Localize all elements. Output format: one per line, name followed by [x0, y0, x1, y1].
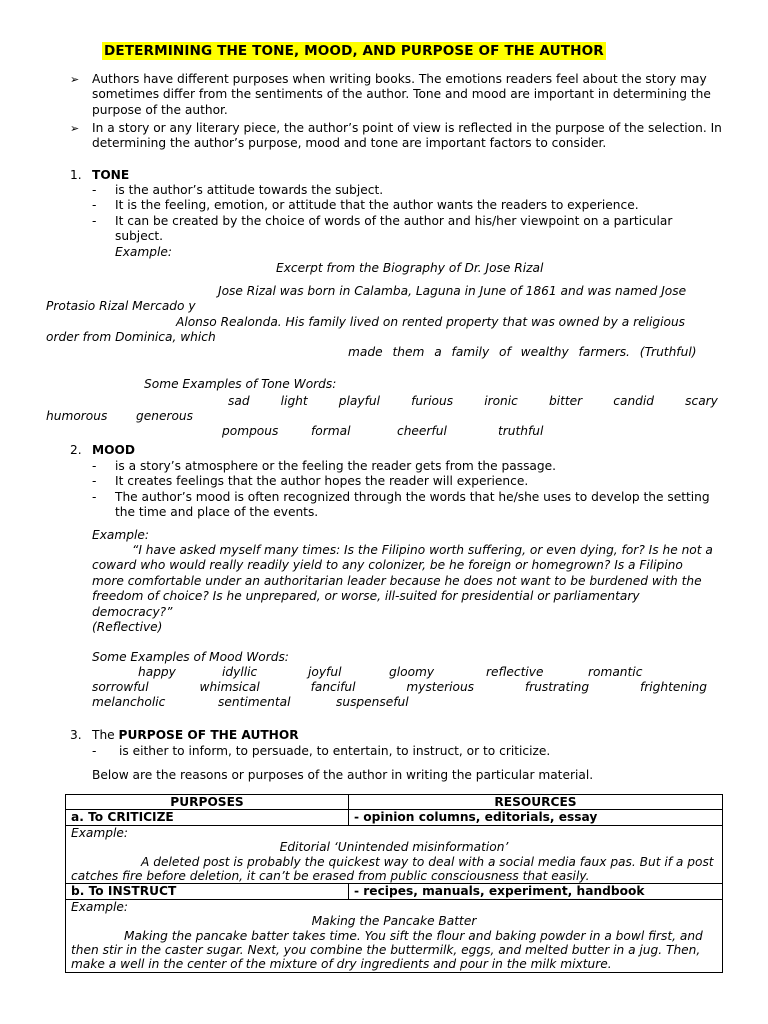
tone-word: pompous [222, 424, 279, 438]
dash-marker: - [92, 474, 97, 488]
mood-word: sorrowful [92, 680, 149, 694]
mood-word: mysterious [406, 680, 475, 694]
table-row [66, 810, 723, 825]
tone-word: furious [411, 394, 454, 408]
dash-marker: - [92, 490, 97, 504]
purpose-lead: The [92, 728, 119, 742]
table-example-row [66, 825, 723, 884]
tone-word: generous [136, 409, 193, 423]
intro-paragraph-2: In a story or any literary piece, the author’s point of view is reflected in the purpose of the selection. In determining the author’s purpose, mood and tone are important factors to consider. [92, 121, 722, 151]
example-text: Making the pancake batter takes time. You sift the flour and baking powder in a bowl first, and then stir in the caster sugar. Next, you combine the buttermilk, eggs, and melted butter in a jug. Then, make a well in the center of the mixture of dry ingredients and pour in the milk mixture. [71, 928, 703, 972]
page-title: DETERMINING THE TONE, MOOD, AND PURPOSE OF THE AUTHOR [104, 43, 604, 59]
tone-word: cheerful [397, 424, 447, 438]
tone-words-label: Some Examples of Tone Words: [144, 377, 337, 391]
dash-marker: - [92, 214, 97, 228]
arrow-bullet-icon: ➢ [70, 122, 80, 135]
purpose-point: is either to inform, to persuade, to entertain, to instruct, or to criticize. [119, 744, 551, 758]
tone-excerpt-line: Protasio Rizal Mercado y [46, 299, 196, 313]
mood-word: frightening [639, 680, 707, 694]
purpose-number: 3. [70, 728, 82, 742]
example-label: Example: [71, 899, 128, 914]
tone-excerpt-title: Excerpt from the Biography of Dr. Jose Rizal [276, 261, 544, 275]
tone-heading: TONE [92, 168, 130, 182]
table-header: PURPOSES [66, 795, 349, 810]
purpose-cell: b. To INSTRUCT [66, 884, 349, 899]
arrow-bullet-icon: ➢ [70, 73, 80, 86]
tone-point-2: It is the feeling, emotion, or attitude that the author wants the readers to experience. [115, 198, 639, 212]
tone-excerpt-line: Alonso Realonda. His family lived on rented property that was owned by a religious [176, 315, 686, 329]
mood-word: idyllic [222, 665, 258, 679]
resources-cell: - opinion columns, editorials, essay [349, 810, 723, 825]
resources-cell: - recipes, manuals, experiment, handbook [349, 884, 723, 899]
mood-words-label: Some Examples of Mood Words: [92, 650, 289, 664]
mood-word: sentimental [218, 695, 291, 709]
mood-word: reflective [486, 665, 544, 679]
mood-number: 2. [70, 443, 82, 457]
example-title: Editorial ‘Unintended misinformation’ [279, 840, 509, 855]
mood-point-1: is a story’s atmosphere or the feeling the reader gets from the passage. [115, 459, 556, 473]
tone-word: scary [685, 394, 718, 408]
table-header: RESOURCES [349, 795, 723, 810]
tone-word: light [280, 394, 308, 408]
mood-heading: MOOD [92, 443, 135, 457]
purpose-heading-line [92, 728, 299, 743]
mood-word: happy [138, 665, 176, 679]
mood-words-row-2 [92, 680, 707, 695]
dash-marker: - [92, 744, 97, 758]
tone-word: playful [338, 394, 381, 408]
purpose-below-text: Below are the reasons or purposes of the author in writing the particular material. [92, 768, 594, 782]
mood-word: romantic [588, 665, 643, 679]
tone-excerpt-line: order from Dominica, which [46, 330, 216, 344]
example-text: A deleted post is probably the quickest way to deal with a social media faux pas. But if a post catches fire before deletion, it can’t be erased from public consciousness that easily. [71, 854, 714, 884]
intro-paragraph-1: Authors have different purposes when writing books. The emotions readers feel about the story may sometimes differ from the sentiments of the author. Tone and mood are important in determining the purpose of the author. [92, 72, 711, 117]
example-cell [66, 899, 723, 972]
purposes-table [65, 794, 723, 973]
mood-word: fanciful [310, 680, 356, 694]
tone-word: ironic [484, 394, 518, 408]
tone-word: candid [613, 394, 655, 408]
purpose-cell: a. To CRITICIZE [66, 810, 349, 825]
tone-word: truthful [498, 424, 544, 438]
mood-word: joyful [308, 665, 342, 679]
tone-words-row-1 [228, 394, 718, 409]
mood-word: frustrating [524, 680, 590, 694]
mood-word: gloomy [389, 665, 435, 679]
tone-word: bitter [548, 394, 583, 408]
example-label: Example: [71, 825, 128, 840]
tone-example-label: Example: [115, 245, 172, 259]
example-cell [66, 825, 723, 884]
purpose-heading: PURPOSE OF THE AUTHOR [118, 728, 299, 742]
table-header-row [66, 795, 723, 810]
mood-word: suspenseful [336, 695, 409, 709]
mood-example-label: Example: [92, 528, 149, 542]
tone-number: 1. [70, 168, 82, 182]
mood-point-3: The author’s mood is often recognized through the words that he/she uses to develop the setting the time and place of the events. [115, 490, 710, 520]
mood-word: melancholic [92, 695, 166, 709]
mood-word: whimsical [199, 680, 260, 694]
table-example-row [66, 899, 723, 972]
dash-marker: - [92, 459, 97, 473]
dash-marker: - [92, 183, 97, 197]
tone-word: formal [311, 424, 351, 438]
mood-quote-tag: (Reflective) [92, 620, 163, 634]
tone-point-3: It can be created by the choice of words of the author and his/her viewpoint on a particular subject. [115, 214, 673, 244]
mood-point-2: It creates feelings that the author hopes the reader will experience. [115, 474, 529, 488]
tone-word: sad [228, 394, 250, 408]
table-row [66, 884, 723, 899]
tone-excerpt-line: made them a family of wealthy farmers. (Truthful) [348, 345, 697, 359]
tone-point-1: is the author’s attitude towards the subject. [115, 183, 384, 197]
dash-marker: - [92, 198, 97, 212]
tone-word: humorous [46, 409, 108, 423]
mood-quote: “I have asked myself many times: Is the Filipino worth suffering, or even dying, for? Is he not a coward who would really readily yield to any colonizer, be he foreign or homegrown? Is a Filipino more comfortable under an authoritarian leader because he does not want to be burdened with the freedom of choice? Is he unprepared, or worse, ill-suited for presidential or parliamentary democracy?” [92, 543, 713, 619]
tone-excerpt-line: Jose Rizal was born in Calamba, Laguna in June of 1861 and was named Jose [218, 284, 687, 298]
example-title: Making the Pancake Batter [311, 914, 477, 929]
